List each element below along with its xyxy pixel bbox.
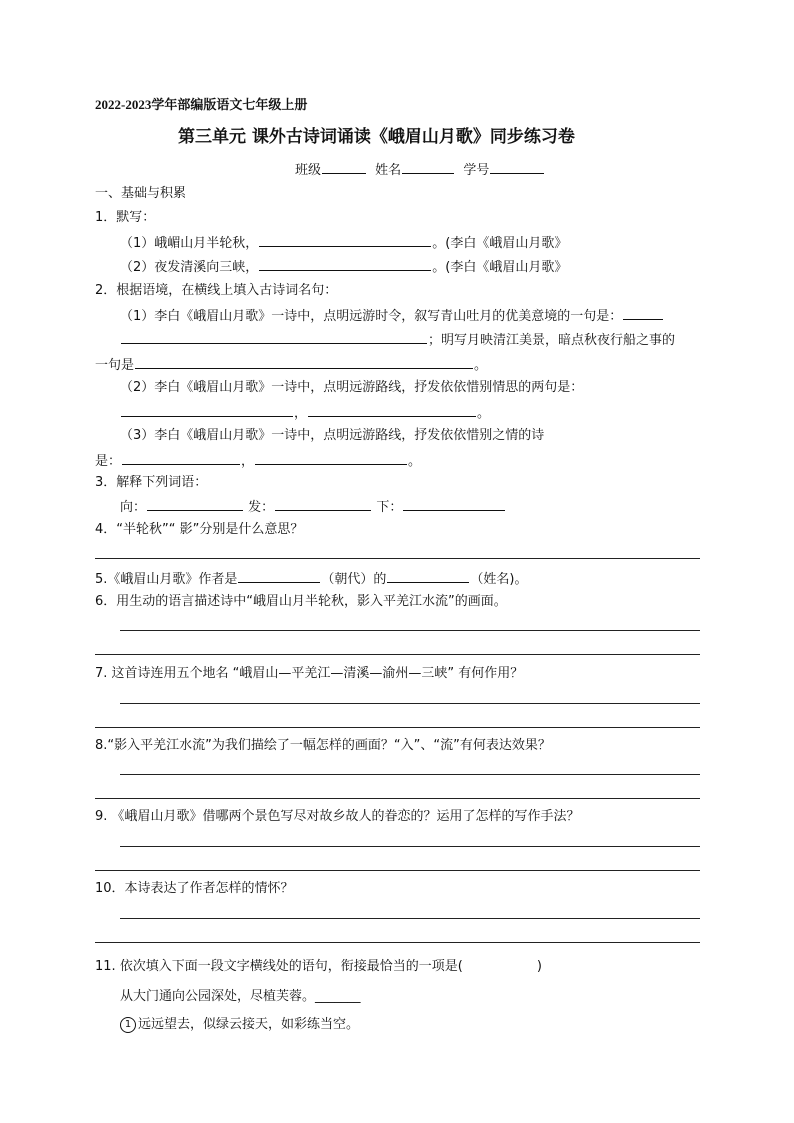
q7-stem: 7. 这首诗连用五个地名 “峨眉山—平羌江—清溪—渝州—三峡” 有何作用？ — [95, 666, 524, 681]
q2-p1-line2 — [120, 330, 675, 350]
q11-option-1 — [120, 1016, 359, 1034]
q10-answer-line-2[interactable] — [95, 942, 700, 943]
q1-line2-blank[interactable] — [259, 257, 431, 271]
q5-prompt: 5.《峨眉山月歌》作者是 — [95, 572, 238, 587]
q1-line2-source: 。(李白《峨眉山月歌》 — [432, 260, 568, 275]
q2-p2-answer — [120, 403, 490, 423]
q6-answer-line-2[interactable] — [95, 654, 700, 655]
q7-answer-line-2[interactable] — [95, 727, 700, 728]
q9-answer-line-1[interactable] — [120, 846, 700, 847]
q1-line1-blank[interactable] — [259, 233, 431, 247]
q3-word-xia: 下： — [376, 500, 403, 515]
q2-p1-line1 — [120, 306, 664, 326]
q2-p3-answer — [95, 451, 421, 471]
q1-line1-prompt: （1）峨嵋山月半轮秋， — [120, 236, 259, 251]
class-blank[interactable] — [322, 160, 366, 174]
q11-option-1-text: 远远望去，似绿云接天，如彩练当空。 — [138, 1017, 360, 1032]
q1-line1-source: 。(李白《峨眉山月歌》 — [432, 236, 568, 251]
q2-p3-sep: ， — [241, 454, 255, 469]
circled-number-icon: 1 — [120, 1017, 136, 1033]
q2-p3-prompt-b: 是： — [95, 454, 122, 469]
student-id-blank[interactable] — [490, 160, 544, 174]
q2-p1-prompt: （1）李白《峨眉山月歌》一诗中，点明远游时令，叙写青山吐月的优美意境的一句是： — [120, 309, 623, 324]
q10-stem: 10．本诗表达了作者怎样的情怀？ — [95, 881, 294, 896]
q2-p2-blank-a[interactable] — [121, 403, 293, 417]
q2-p1-blank-b[interactable] — [121, 330, 427, 344]
q1-line2-prompt: （2）夜发清溪向三峡， — [120, 260, 259, 275]
q2-p2-sep: ， — [294, 406, 308, 421]
document-title: 第三单元 课外古诗词诵读《峨眉山月歌》同步练习卷 — [178, 127, 575, 147]
q3-blank-xiang[interactable] — [147, 497, 243, 511]
q2-p2-prompt: （2）李白《峨眉山月歌》一诗中，点明远游路线，抒发依依惜别情思的两句是： — [120, 380, 584, 395]
name-blank[interactable] — [402, 160, 454, 174]
name-label: 姓名 — [375, 163, 402, 178]
q9-answer-line-2[interactable] — [95, 870, 700, 871]
q10-answer-line-1[interactable] — [120, 918, 700, 919]
q1-line2 — [120, 257, 567, 277]
q6-answer-line-1[interactable] — [120, 630, 700, 631]
q2-p1-line3 — [95, 355, 487, 375]
student-id-label: 学号 — [463, 163, 490, 178]
q1-line1 — [120, 233, 567, 253]
q4-answer-line[interactable] — [95, 558, 700, 559]
q5-blank-dynasty[interactable] — [238, 569, 320, 583]
q9-stem: 9. 《峨眉山月歌》借哪两个景色写尽对故乡故人的眷恋的？运用了怎样的写作手法？ — [95, 809, 580, 824]
q5-blank-name[interactable] — [387, 569, 469, 583]
q3-stem: 3．解释下列词语： — [95, 475, 208, 490]
q8-stem: 8.“影入平羌江水流”为我们描绘了一幅怎样的画面？“入”、“流”有何表达效果？ — [95, 738, 551, 753]
q2-p2-end: 。 — [477, 406, 491, 421]
q7-answer-line-1[interactable] — [120, 703, 700, 704]
q11-stem — [95, 958, 542, 976]
q2-p1-prompt-c: 一句是 — [95, 358, 135, 373]
q5-prompt-mid: （朝代）的 — [321, 572, 387, 587]
q11-prompt: 11. 依次填入下面一段文字横线处的语句，衔接最恰当的一项是( — [95, 959, 463, 974]
q2-p1-end: 。 — [474, 358, 488, 373]
q2-p1-blank-c[interactable] — [135, 355, 473, 369]
q2-p3-end: 。 — [408, 454, 422, 469]
q3-blank-xia[interactable] — [403, 497, 505, 511]
q5-stem — [95, 569, 528, 589]
q2-p3-prompt: （3）李白《峨眉山月歌》一诗中，点明远游路线，抒发依依惜别之情的诗 — [120, 428, 545, 443]
q3-word-xiang: 向： — [120, 500, 147, 515]
q2-p1-prompt-b: ；明写月映清江美景，暗点秋夜行船之事的 — [428, 333, 676, 348]
q3-words — [120, 497, 506, 517]
section-heading: 一、基础与积累 — [95, 186, 187, 201]
q5-prompt-end: （姓名)。 — [470, 572, 528, 587]
q11-passage: 从大门通向公园深处，尽植芙蓉。_______ — [120, 989, 361, 1004]
q2-p1-blank-a[interactable] — [623, 306, 663, 320]
q3-blank-fa[interactable] — [275, 497, 371, 511]
q3-word-fa: 发： — [248, 500, 275, 515]
q2-p3-blank-b[interactable] — [255, 451, 407, 465]
q2-p3-blank-a[interactable] — [122, 451, 240, 465]
q4-stem: 4．“半轮秋”“ 影”分别是什么意思？ — [95, 522, 304, 537]
student-info-row — [295, 160, 545, 180]
q8-answer-line-2[interactable] — [95, 798, 700, 799]
q1-stem: 1．默写： — [95, 210, 156, 225]
q6-stem: 6．用生动的语言描述诗中“峨眉山月半轮秋，影入平羌江水流”的画面。 — [95, 594, 507, 609]
q11-close-paren: ) — [536, 959, 542, 974]
q2-stem: 2．根据语境，在横线上填入古诗词名句： — [95, 283, 338, 298]
q2-p2-blank-b[interactable] — [308, 403, 476, 417]
class-label: 班级 — [295, 163, 322, 178]
document-subtitle: 2022-2023学年部编版语文七年级上册 — [95, 97, 308, 112]
q8-answer-line-1[interactable] — [120, 774, 700, 775]
